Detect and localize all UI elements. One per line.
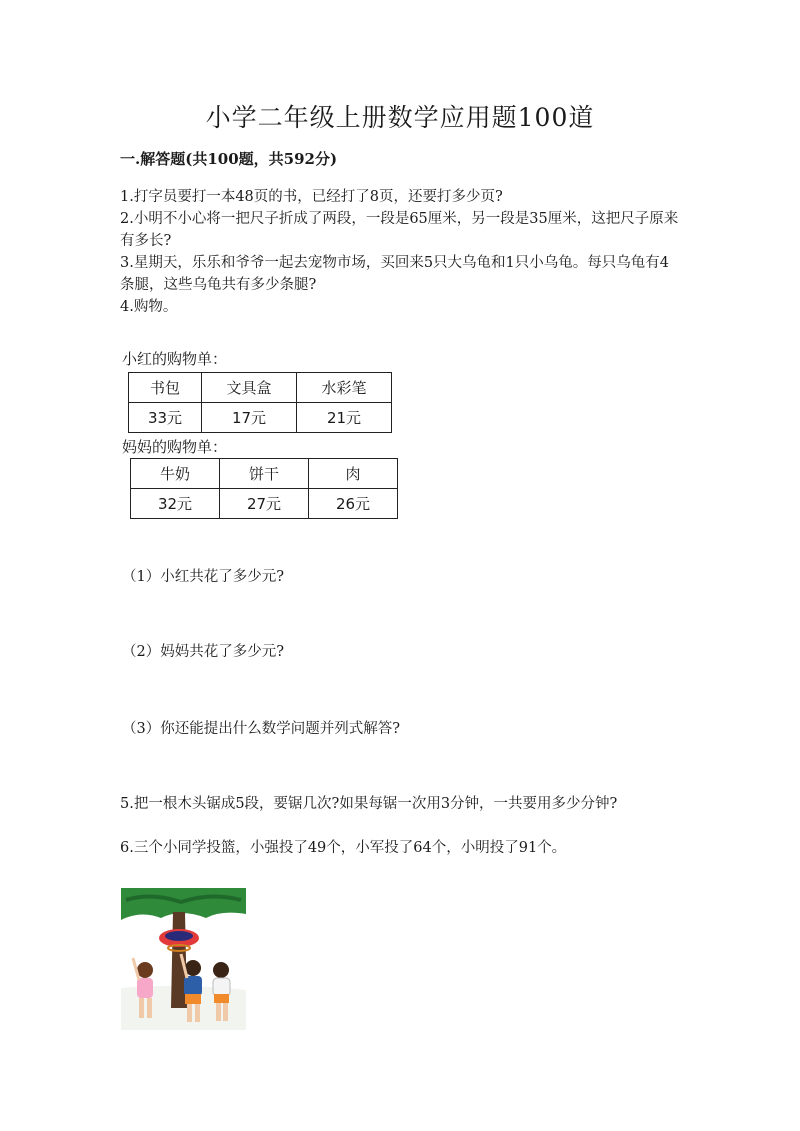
subquestion-2: （2）妈妈共花了多少元? bbox=[122, 644, 284, 660]
table-row bbox=[131, 459, 398, 489]
table-cell: 牛奶 bbox=[131, 459, 220, 489]
mama-shopping-table bbox=[130, 458, 398, 519]
table-cell: 26元 bbox=[309, 489, 398, 519]
table-row bbox=[131, 489, 398, 519]
section-heading: 一.解答题(共100题，共592分) bbox=[120, 150, 338, 168]
table-cell: 书包 bbox=[129, 373, 202, 403]
mama-list-label: 妈妈的购物单： bbox=[122, 438, 228, 456]
table-row bbox=[129, 373, 392, 403]
question-4: 4.购物。 bbox=[120, 299, 178, 315]
table-cell: 21元 bbox=[297, 403, 392, 433]
table-cell: 17元 bbox=[202, 403, 297, 433]
question-5: 5.把一根木头锯成5段，要锯几次?如果每锯一次用3分钟，一共要用多少分钟? bbox=[120, 796, 618, 812]
table-cell: 肉 bbox=[309, 459, 398, 489]
xiaohong-shopping-table bbox=[128, 372, 392, 433]
question-2: 2.小明不小心将一把尺子折成了两段，一段是65厘米，另一段是35厘米，这把尺子原来有多长? bbox=[120, 211, 679, 249]
table-cell: 文具盒 bbox=[202, 373, 297, 403]
table-cell: 27元 bbox=[220, 489, 309, 519]
question-1: 1.打字员要打一本48页的书，已经打了8页，还要打多少页? bbox=[120, 189, 503, 205]
table-cell: 33元 bbox=[129, 403, 202, 433]
subquestion-1: （1）小红共花了多少元? bbox=[122, 569, 284, 585]
question-3: 3.星期天，乐乐和爷爷一起去宠物市场，买回来5只大乌龟和1只小乌龟。每只乌龟有4条腿，这些乌龟共有多少条腿? bbox=[120, 255, 670, 293]
table-cell: 水彩笔 bbox=[297, 373, 392, 403]
table-cell: 饼干 bbox=[220, 459, 309, 489]
question-6: 6.三个小同学投篮，小强投了49个，小军投了64个，小明投了91个。 bbox=[120, 840, 567, 856]
table-cell: 32元 bbox=[131, 489, 220, 519]
basketball-illustration bbox=[121, 888, 246, 1030]
xiaohong-list-label: 小红的购物单： bbox=[122, 350, 228, 368]
subquestion-3: （3）你还能提出什么数学问题并列式解答? bbox=[122, 721, 400, 737]
page-title: 小学二年级上册数学应用题100道 bbox=[205, 103, 595, 132]
table-row bbox=[129, 403, 392, 433]
